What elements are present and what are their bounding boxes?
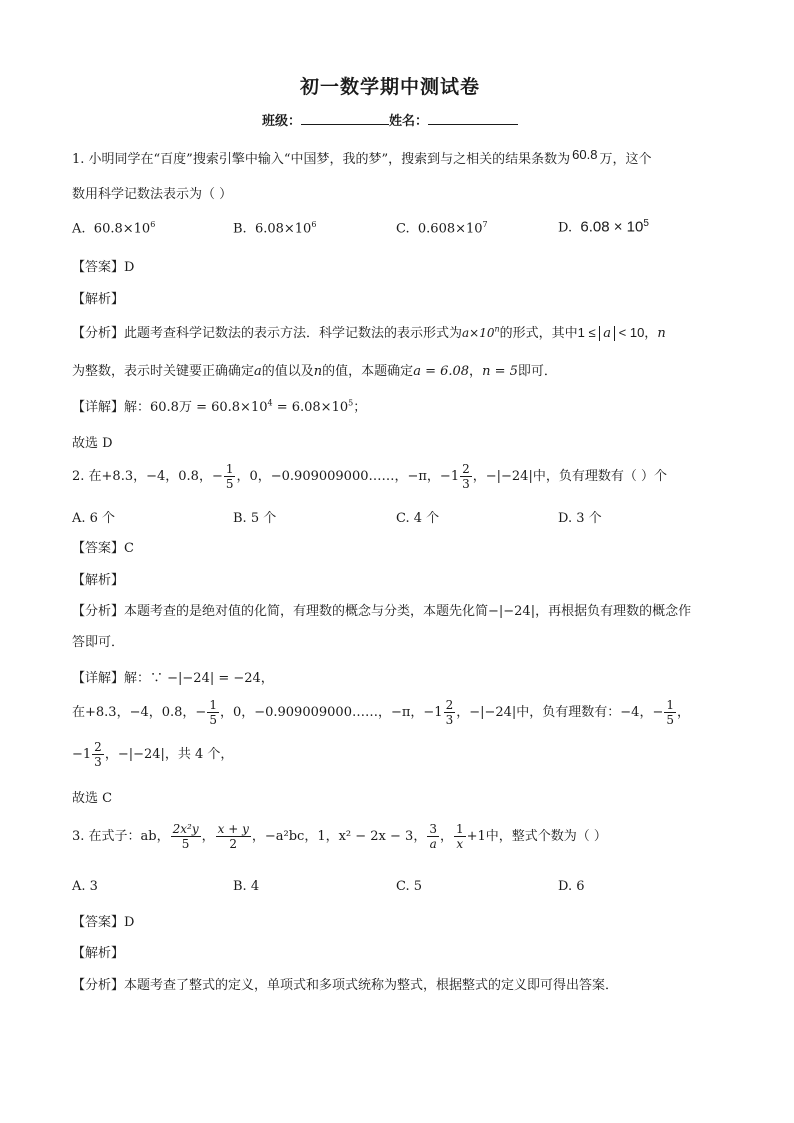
frac-den: 3 xyxy=(445,713,454,727)
q2-fenxi-line2: 答即可． xyxy=(72,635,125,650)
frac-num: 1 xyxy=(209,698,217,712)
fenxi2-comma: ， xyxy=(469,364,483,379)
fraction-1-x xyxy=(454,822,466,851)
page-title: 初一数学期中测试卷 xyxy=(300,76,481,98)
detail-text: 【详解】解：60.8万 = 60.8×10 xyxy=(72,400,268,415)
fenxi-text: 【分析】此题考查科学记数法的表示方法．科学记数法的表示形式为 xyxy=(72,326,463,341)
class-label: 班级： xyxy=(262,114,302,129)
q1-detail xyxy=(72,396,366,415)
option-exp: 6 xyxy=(150,220,156,229)
name-blank xyxy=(428,112,518,125)
fenxi-range-var: a xyxy=(603,326,612,341)
option-exp: 6 xyxy=(311,220,317,229)
fenxi-range-a: 1 ≤ xyxy=(577,325,600,340)
fenxi2-text-g: 即可． xyxy=(517,364,557,379)
detail2-text-b: ，0，−0.909009000……，−π，−1 xyxy=(219,705,443,720)
option-expr: 0.608×10 xyxy=(417,221,483,237)
detail3-text-b: ，−|−24|，共 4 个， xyxy=(104,747,234,762)
option-expr: 6.08×10 xyxy=(254,221,312,237)
q2-analysis-head: 【解析】 xyxy=(72,573,125,588)
frac-den: 3 xyxy=(462,477,470,491)
fenxi2-text: 为整数，表示时关键要正确确定 xyxy=(72,364,255,379)
q3-option-a[interactable]: A. 3 xyxy=(72,879,98,894)
q1-option-b[interactable] xyxy=(233,220,316,236)
fraction-3-a xyxy=(427,822,439,851)
name-label: 姓名： xyxy=(389,114,429,129)
frac-num: 3 xyxy=(429,822,437,836)
option-label: A. xyxy=(72,221,86,237)
q2-stem-text-c: ，−|−24|中，负有理数有（ ）个 xyxy=(472,469,667,484)
frac-den: 5 xyxy=(666,713,674,727)
abs-value-a xyxy=(599,326,615,341)
frac-den: x xyxy=(456,837,464,851)
detail3-text: −1 xyxy=(72,747,92,762)
q2-choice: 故选 C xyxy=(72,791,113,806)
q2-detail-line1: 【详解】解：∵ −|−24| = −24， xyxy=(72,671,274,686)
detail-text-b: = 6.08×10 xyxy=(272,400,349,415)
frac-num: 1 xyxy=(666,698,674,712)
frac-den: a xyxy=(429,837,437,851)
option-exp: 5 xyxy=(643,218,649,229)
frac-num: 1 xyxy=(225,462,234,476)
q2-fenxi-line1: 【分析】本题考查的是绝对值的化简，有理数的概念与分类，本题先化简−|−24|，再根据负有理数的概念作 xyxy=(72,604,692,619)
q3-option-d[interactable]: D. 6 xyxy=(558,879,585,894)
frac-num: 2 xyxy=(462,462,470,476)
q3-stem-text-b: ，−a²bc，1，x² − 2x − 3， xyxy=(251,829,427,844)
fenxi-form-exp: n xyxy=(494,324,500,334)
detail-text-c: ； xyxy=(353,400,367,415)
q2-detail-line2 xyxy=(72,698,690,727)
q1-stem-value: 60.8 xyxy=(572,147,598,162)
q3-option-c[interactable]: C. 5 xyxy=(396,879,423,894)
q3-stem-text: 3. 在式子：ab， xyxy=(72,829,170,844)
frac-den: 5 xyxy=(209,713,217,727)
fenxi-form: a×10 xyxy=(462,326,495,340)
option-label: D. xyxy=(558,220,573,236)
frac-den: 3 xyxy=(94,755,102,769)
fenxi2-n: n xyxy=(313,364,323,379)
q1-stem-text: 1. 小明同学在“百度”搜索引擎中输入“中国梦，我的梦”，搜索到与之相关的结果条数为 xyxy=(72,152,571,167)
fraction-1-5 xyxy=(224,462,236,491)
q1-choice: 故选 D xyxy=(72,436,113,451)
fenxi2-var: a xyxy=(254,364,262,379)
q1-stem-line1 xyxy=(72,148,651,167)
option-expr: 6.08 × 10 xyxy=(580,218,644,236)
q3-stem-text-c: +1中，整式个数为（ ） xyxy=(466,829,607,844)
q2-option-c[interactable]: C. 4 个 xyxy=(396,511,440,526)
q2-answer: 【答案】C xyxy=(72,541,134,556)
fenxi-n: n xyxy=(657,326,666,341)
fraction-1-5 xyxy=(207,698,219,727)
detail2-text: 在+8.3，−4，0.8，− xyxy=(72,705,207,720)
class-blank xyxy=(301,112,389,125)
q2-option-b[interactable]: B. 5 个 xyxy=(233,511,277,526)
q1-stem-line2: 数用科学记数法表示为（ ） xyxy=(72,187,233,202)
q2-option-d[interactable]: D. 3 个 xyxy=(558,511,602,526)
fenxi2-n-value: n = 5 xyxy=(482,364,518,379)
q1-option-d[interactable] xyxy=(558,218,649,235)
option-label: C. xyxy=(396,221,410,237)
q1-stem-text-b: 万，这个 xyxy=(599,152,652,167)
q3-answer: 【答案】D xyxy=(72,915,135,930)
fenxi-text-b: 的形式，其中 xyxy=(499,326,578,341)
frac-den: 5 xyxy=(225,477,234,491)
q2-option-a[interactable]: A. 6 个 xyxy=(72,511,116,526)
frac-num: 1 xyxy=(455,822,464,836)
q1-analysis-head: 【解析】 xyxy=(72,292,125,307)
fraction-xy-2 xyxy=(216,822,251,851)
q1-fenxi-line2 xyxy=(72,360,557,379)
fraction-2-3 xyxy=(92,740,104,769)
q2-stem-text: 2. 在+8.3，−4，0.8，− xyxy=(72,469,223,484)
option-label: B. xyxy=(233,221,247,237)
fraction-2-3 xyxy=(460,462,472,491)
frac-num: 2 xyxy=(445,698,454,712)
q2-stem xyxy=(72,462,667,491)
frac-den: 5 xyxy=(181,837,190,851)
q3-option-b[interactable]: B. 4 xyxy=(233,879,260,894)
q2-stem-text-b: ，0，−0.909009000……，−π，−1 xyxy=(236,469,460,484)
fraction-2-3 xyxy=(444,698,456,727)
fraction-2x2y-5 xyxy=(171,822,201,851)
detail-exp2: 5 xyxy=(348,398,354,408)
q2-detail-line3 xyxy=(72,740,233,769)
q1-option-a[interactable] xyxy=(72,220,155,236)
detail2-text-d: ， xyxy=(677,705,691,720)
detail2-text-c: ，−|−24|中，负有理数有：−4，− xyxy=(456,705,664,720)
q3-fenxi: 【分析】本题考查了整式的定义，单项式和多项式统称为整式，根据整式的定义即可得出答案． xyxy=(72,978,619,993)
fenxi-range-b: < 10， xyxy=(615,325,658,340)
fenxi2-text-b: 的值以及 xyxy=(261,364,314,379)
option-expr: 60.8×10 xyxy=(93,221,151,237)
detail-exp1: 4 xyxy=(267,398,273,408)
q3-stem: 3. 在式子：ab， $\frac{\text{2x²y}}{5}$ ， $\frac{x + y}{2}$ ，−a²bc，1，x² − 2x − 3， $\frac{3}{a}$ ， $\frac{1}{x}$ +1中，整式个数为（ ） xyxy=(72,822,607,851)
option-exp: 7 xyxy=(482,220,488,229)
q1-option-c[interactable] xyxy=(396,220,488,236)
frac-num: 2x²y xyxy=(172,822,199,836)
fenxi2-a-value: a = 6.08 xyxy=(413,364,470,379)
class-name-line xyxy=(262,110,518,129)
fraction-1-5 xyxy=(664,698,676,727)
frac-num: x + y xyxy=(217,822,249,836)
frac-den: 2 xyxy=(229,837,238,851)
q3-analysis-head: 【解析】 xyxy=(72,946,125,961)
q1-fenxi-line1 xyxy=(72,322,666,341)
fenxi2-text-c: 的值，本题确定 xyxy=(322,364,414,379)
q1-answer: 【答案】D xyxy=(72,260,135,275)
frac-num: 2 xyxy=(94,740,102,754)
